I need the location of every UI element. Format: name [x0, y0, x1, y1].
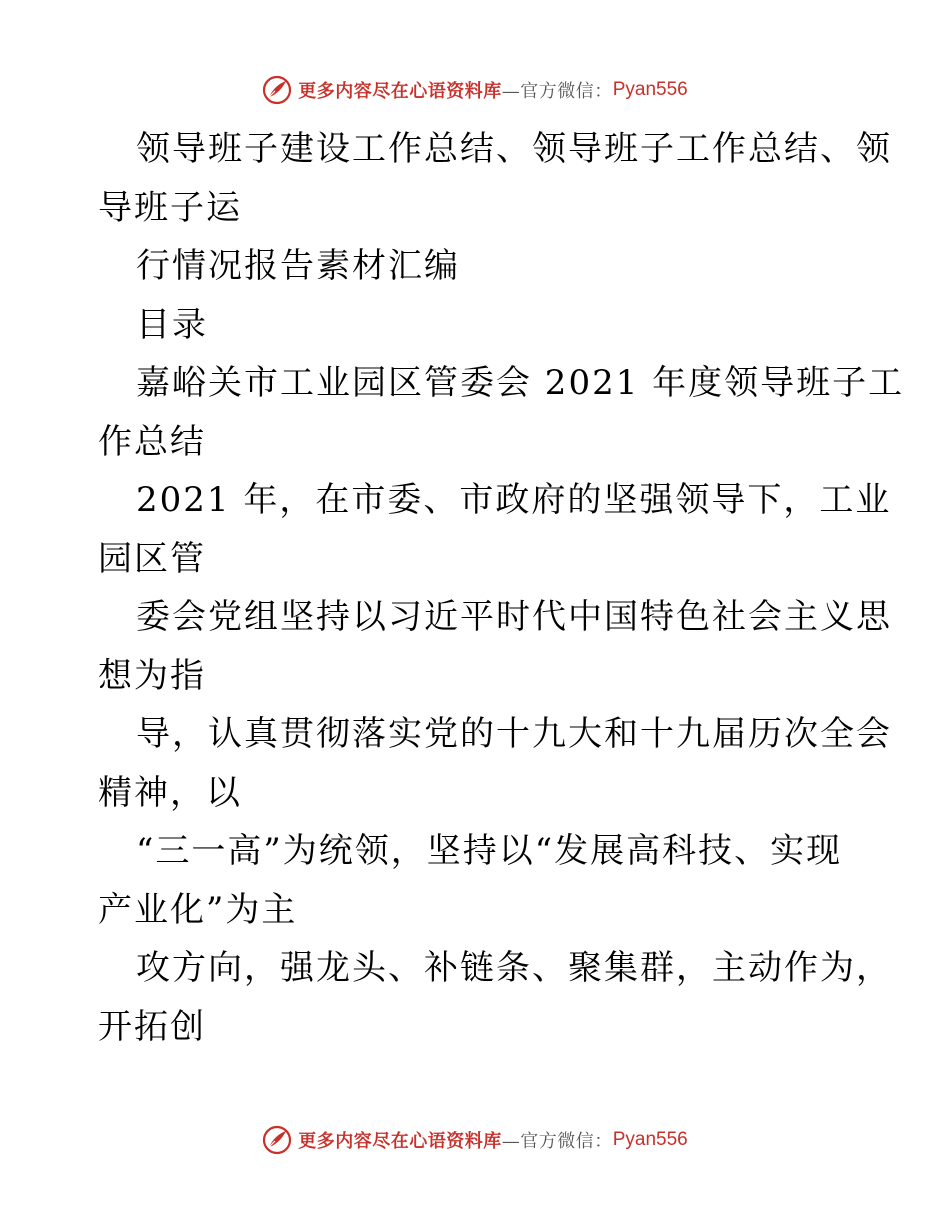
header-banner [0, 73, 950, 107]
document-body [98, 120, 905, 1056]
paragraph-line: 导，认真贯彻落实党的十九大和十九届历次全会 精神，以 [98, 714, 892, 813]
paragraph-line: 目录 [136, 304, 208, 345]
footer-banner [0, 1123, 950, 1157]
quill-pen-logo-icon [262, 1125, 292, 1155]
paragraph-line: 攻方向，强龙头、补链条、聚集群，主动作为， 开拓创 [98, 948, 892, 1047]
quill-pen-logo-icon [262, 75, 292, 105]
header-separator-text: —官方微信： [501, 81, 613, 102]
paragraph-line: 行情况报告素材汇编 [136, 246, 460, 286]
paragraph-line: “三一高”为统领，坚持以“发展高科技、实现 产业化”为主 [98, 831, 843, 930]
footer-separator-text: —官方微信： [501, 1131, 613, 1152]
footer-brand-text: 更多内容尽在心语资料库 [298, 1131, 502, 1152]
paragraph-line: 嘉峪关市工业园区管委会 2021 年度领导班子工 作总结 [98, 363, 905, 462]
footer-wechat-id: Pyan556 [612, 1129, 688, 1150]
header-brand-text: 更多内容尽在心语资料库 [298, 81, 502, 102]
header-wechat-id: Pyan556 [612, 79, 688, 100]
paragraph-line: 委会党组坚持以习近平时代中国特色社会主义思 想为指 [98, 597, 892, 696]
paragraph-line: 领导班子建设工作总结、领导班子工作总结、领 导班子运 [98, 129, 892, 228]
paragraph-line: 2021 年，在市委、市政府的坚强领导下，工业 园区管 [98, 480, 892, 579]
